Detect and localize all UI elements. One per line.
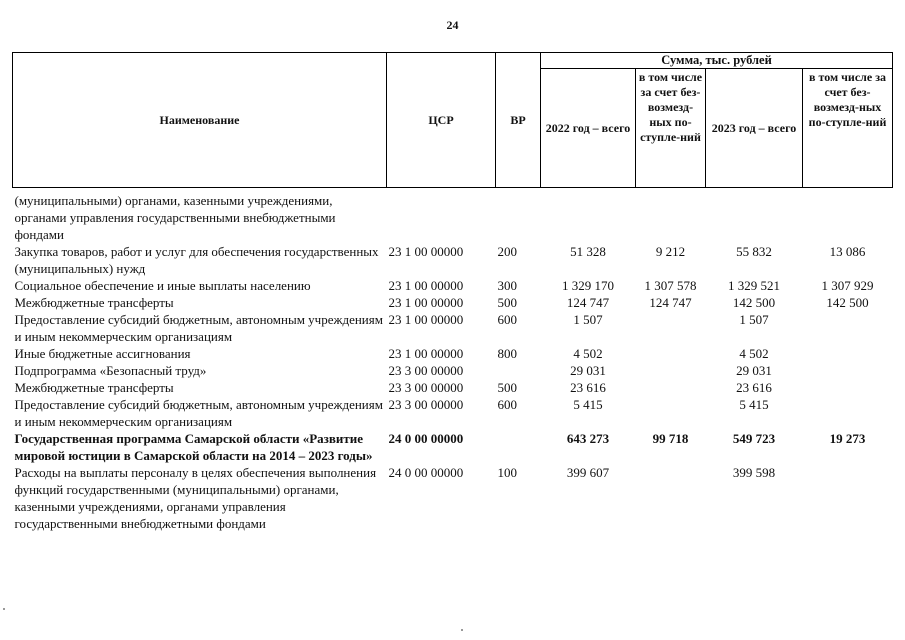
row-2022-total	[541, 192, 636, 243]
row-2022-total: 5 415	[573, 397, 603, 412]
row-csr: 23 1 00 00000	[388, 346, 464, 361]
row-csr	[387, 192, 496, 243]
row-2022-free	[636, 362, 706, 379]
row-2023-total: 1 329 521	[728, 278, 780, 293]
row-csr: 23 3 00 00000	[388, 380, 464, 395]
row-csr: 24 0 00 00000	[388, 465, 464, 480]
scan-speck	[3, 608, 5, 610]
header-sum: Сумма, тыс. рублей	[541, 53, 893, 69]
row-vr	[496, 430, 541, 464]
table-row	[13, 464, 893, 532]
table-row	[13, 311, 893, 345]
row-2022-free: 1 307 578	[644, 278, 697, 293]
row-2023-total: 4 502	[739, 346, 769, 361]
row-name: (муниципальными) органами, казенными учреждениями, органами управления государственными внебюджетными фондами	[14, 193, 336, 242]
row-2023-free	[803, 396, 893, 430]
row-2023-free: 19 273	[829, 431, 866, 446]
row-2022-total: 643 273	[566, 431, 610, 446]
row-2022-free	[636, 345, 706, 362]
row-2022-free	[636, 311, 706, 345]
header-vr: ВР	[496, 53, 541, 188]
row-2022-total: 399 607	[566, 465, 610, 480]
row-csr: 23 1 00 00000	[388, 312, 464, 327]
table-row	[13, 243, 893, 277]
table-row	[13, 277, 893, 294]
row-csr: 23 1 00 00000	[388, 295, 464, 310]
row-2023-free	[803, 464, 893, 532]
row-2022-total: 4 502	[573, 346, 603, 361]
budget-table-container	[12, 52, 892, 532]
header-2023-free: в том числе за счет без-возмезд-ных по-ступле-ний	[803, 69, 893, 188]
row-vr: 600	[497, 312, 517, 327]
header-2022-free: в том числе за счет без-возмезд-ных по-ступле-ний	[636, 69, 706, 188]
row-csr: 24 0 00 00000	[388, 431, 464, 446]
row-2023-free: 1 307 929	[821, 278, 874, 293]
row-vr: 500	[497, 380, 517, 395]
scan-speck	[461, 629, 463, 631]
row-2022-free	[636, 379, 706, 396]
row-name: Подпрограмма «Безопасный труд»	[14, 363, 207, 378]
table-row	[13, 362, 893, 379]
row-name: Расходы на выплаты персоналу в целях обеспечения выполнения функций государственными (муниципальными) органами, казенными учреждениями, органами управления государственными внебюджетными фондами	[14, 465, 377, 531]
row-2023-total: 399 598	[732, 465, 776, 480]
row-2023-total: 29 031	[736, 363, 772, 378]
table-row	[13, 294, 893, 311]
row-vr	[496, 192, 541, 243]
row-2022-total: 51 328	[570, 244, 606, 259]
row-vr: 100	[497, 465, 517, 480]
row-2023-free	[803, 192, 893, 243]
page-number: 24	[446, 18, 459, 32]
row-2023-free	[803, 379, 893, 396]
row-csr: 23 3 00 00000	[388, 397, 464, 412]
row-2022-total: 1 329 170	[562, 278, 614, 293]
row-vr: 200	[497, 244, 517, 259]
row-csr: 23 3 00 00000	[388, 363, 464, 378]
table-row	[13, 396, 893, 430]
row-name: Предоставление субсидий бюджетным, автономным учреждениям и иным некоммерческим организациям	[14, 397, 383, 429]
row-2023-total: 23 616	[736, 380, 772, 395]
row-2023-total: 5 415	[739, 397, 769, 412]
row-2023-total: 55 832	[736, 244, 772, 259]
row-vr: 600	[497, 397, 517, 412]
row-name: Закупка товаров, работ и услуг для обеспечения государственных (муниципальных) нужд	[14, 244, 379, 276]
row-2023-free: 142 500	[826, 295, 869, 310]
table-row-program	[13, 430, 893, 464]
row-2023-total: 1 507	[739, 312, 769, 327]
row-vr	[496, 362, 541, 379]
row-2023-total: 549 723	[732, 431, 776, 446]
row-2022-free	[636, 464, 706, 532]
row-name: Межбюджетные трансферты	[14, 295, 174, 310]
row-2023-free: 13 086	[829, 244, 866, 259]
row-2023-total	[706, 192, 803, 243]
table-header	[13, 53, 893, 188]
row-2022-free: 99 718	[652, 431, 689, 446]
row-2022-total: 23 616	[570, 380, 606, 395]
header-2023-total: 2023 год – всего	[706, 69, 803, 188]
row-2022-total: 124 747	[566, 295, 610, 310]
row-2022-free	[636, 396, 706, 430]
row-2023-free	[803, 362, 893, 379]
header-2022-total: 2022 год – всего	[541, 69, 636, 188]
row-vr: 500	[497, 295, 517, 310]
row-2022-free: 124 747	[649, 295, 692, 310]
row-2022-free	[636, 192, 706, 243]
header-name: Наименование	[13, 53, 387, 188]
row-name: Государственная программа Самарской области «Развитие мировой юстиции в Самарской области на 2014 – 2023 годы»	[14, 431, 373, 463]
table-row	[13, 379, 893, 396]
row-2022-total: 1 507	[573, 312, 603, 327]
row-name: Предоставление субсидий бюджетным, автономным учреждениям и иным некоммерческим организациям	[14, 312, 383, 344]
table-row	[13, 192, 893, 243]
table-body	[13, 188, 893, 533]
row-csr: 23 1 00 00000	[388, 278, 464, 293]
row-vr: 300	[497, 278, 517, 293]
row-2023-total: 142 500	[732, 295, 776, 310]
header-csr: ЦСР	[387, 53, 496, 188]
row-2023-free	[803, 311, 893, 345]
row-name: Иные бюджетные ассигнования	[14, 346, 191, 361]
row-2023-free	[803, 345, 893, 362]
table-row	[13, 345, 893, 362]
row-name: Социальное обеспечение и иные выплаты населению	[14, 278, 311, 293]
row-2022-free: 9 212	[655, 244, 686, 259]
row-csr: 23 1 00 00000	[388, 244, 464, 259]
row-vr: 800	[497, 346, 517, 361]
budget-table	[12, 52, 893, 532]
row-2022-total: 29 031	[570, 363, 606, 378]
row-name: Межбюджетные трансферты	[14, 380, 174, 395]
